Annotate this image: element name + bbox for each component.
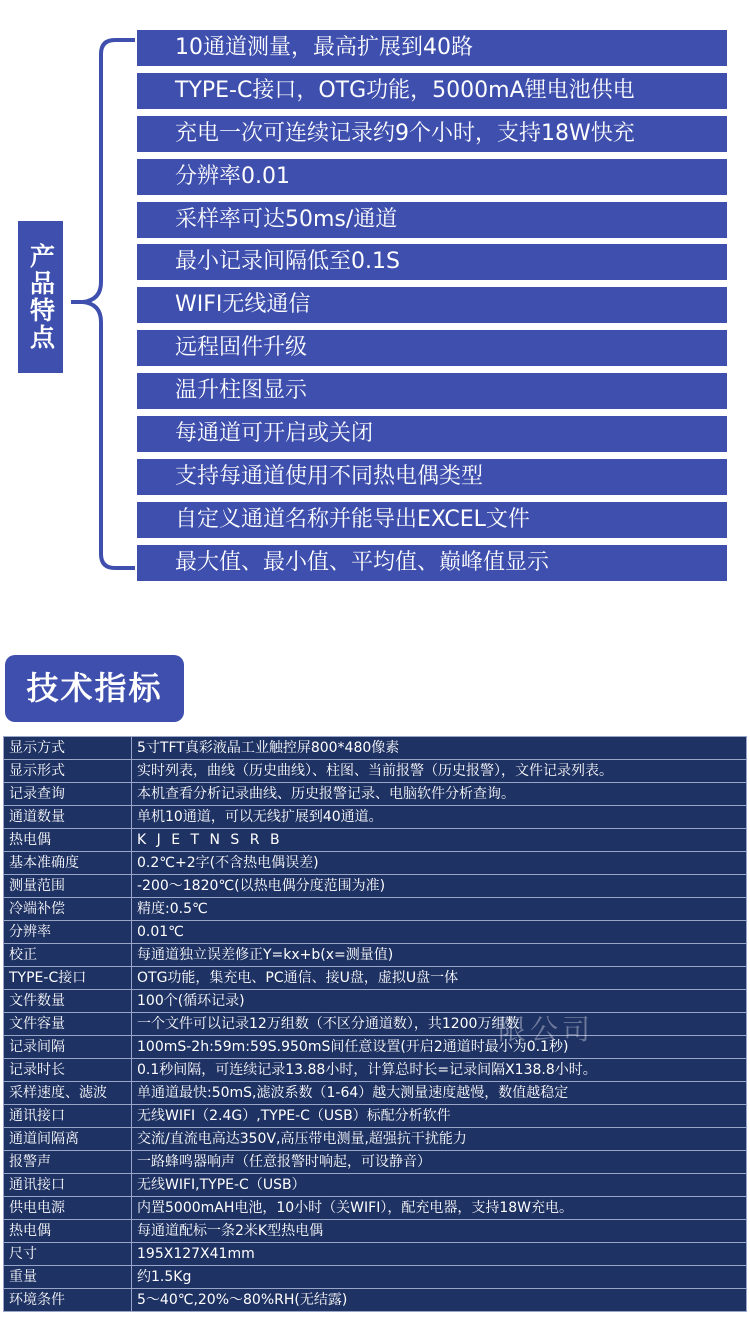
spec-value: OTG功能，集充电、PC通信、接U盘，虚拟U盘一体 [132,967,747,990]
table-row [4,1013,747,1036]
table-row [4,944,747,967]
feature-item: 采样率可达50ms/通道 [137,202,727,238]
table-row [4,760,747,783]
spec-value: 本机查看分析记录曲线、历史报警记录、电脑软件分析查询。 [132,783,747,806]
table-row [4,1220,747,1243]
feature-item: 每通道可开启或关闭 [137,416,727,452]
spec-value: 5～40℃,20%～80%RH(无结露) [132,1289,747,1312]
spec-key: 记录时长 [4,1059,132,1082]
spec-value: 交流/直流电高达350V,高压带电测量,超强抗干扰能力 [132,1128,747,1151]
spec-key: 采样速度、滤波 [4,1082,132,1105]
feature-item: TYPE-C接口，OTG功能，5000mA锂电池供电 [137,73,727,109]
spec-value: 一个文件可以记录12万组数（不区分通道数），共1200万组数 [132,1013,747,1036]
feature-item: 最小记录间隔低至0.1S [137,244,727,280]
spec-key: TYPE-C接口 [4,967,132,990]
spec-key: 通道数量 [4,806,132,829]
spec-key: 通讯接口 [4,1174,132,1197]
table-row [4,1036,747,1059]
spec-key: 文件数量 [4,990,132,1013]
spec-key: 显示形式 [4,760,132,783]
spec-value: 单机10通道，可以无线扩展到40通道。 [132,806,747,829]
spec-key: 测量范围 [4,875,132,898]
spec-section-title: 技术指标 [5,655,184,722]
spec-value: 0.01℃ [132,921,747,944]
table-row [4,967,747,990]
spec-value: 无线WIFI,TYPE-C（USB） [132,1174,747,1197]
spec-key: 记录查询 [4,783,132,806]
table-row [4,783,747,806]
spec-key: 校正 [4,944,132,967]
table-row [4,1128,747,1151]
spec-key: 文件容量 [4,1013,132,1036]
spec-value: 195X127X41mm [132,1243,747,1266]
feature-item: 远程固件升级 [137,330,727,366]
spec-value: 每通道独立误差修正Y=kx+b(x=测量值) [132,944,747,967]
table-row [4,1197,747,1220]
spec-value: 0.2℃+2字(不含热电偶误差) [132,852,747,875]
curly-brace-icon [63,34,143,574]
feature-item: 10通道测量，最高扩展到40路 [137,30,727,66]
table-row [4,806,747,829]
spec-value: 100mS-2h:59m:59S.950mS间任意设置(开启2通道时最小为0.1秒) [132,1036,747,1059]
feature-item: 自定义通道名称并能导出EXCEL文件 [137,502,727,538]
table-row [4,898,747,921]
product-features-section [0,0,750,600]
table-row [4,1266,747,1289]
spec-key: 供电电源 [4,1197,132,1220]
table-row [4,1174,747,1197]
product-features-label: 产品特点 [18,221,63,373]
spec-value: 100个(循环记录) [132,990,747,1013]
table-row [4,1243,747,1266]
table-row [4,1289,747,1312]
spec-key: 基本准确度 [4,852,132,875]
spec-key: 冷端补偿 [4,898,132,921]
spec-key: 报警声 [4,1151,132,1174]
table-row [4,1059,747,1082]
table-row [4,1105,747,1128]
table-row [4,737,747,760]
watermark: 限公司 [498,1013,595,1046]
feature-item: 温升柱图显示 [137,373,727,409]
spec-key: 热电偶 [4,1220,132,1243]
feature-item: 最大值、最小值、平均值、巅峰值显示 [137,545,727,581]
spec-key: 尺寸 [4,1243,132,1266]
feature-item: 支持每通道使用不同热电偶类型 [137,459,727,495]
feature-item: 充电一次可连续记录约9个小时，支持18W快充 [137,116,727,152]
table-row [4,875,747,898]
spec-value: 0.1秒间隔，可连续记录13.88小时，计算总时长=记录间隔X138.8小时。 [132,1059,747,1082]
spec-value: 内置5000mAH电池，10小时（关WIFI），配充电器，支持18W充电。 [132,1197,747,1220]
spec-key: 环境条件 [4,1289,132,1312]
table-row [4,1082,747,1105]
spec-key: 热电偶 [4,829,132,852]
spec-key: 显示方式 [4,737,132,760]
spec-value: K J E T N S R B [132,829,747,852]
spec-value: -200～1820℃(以热电偶分度范围为准) [132,875,747,898]
table-row [4,852,747,875]
table-row [4,1151,747,1174]
spec-key: 分辨率 [4,921,132,944]
table-row [4,921,747,944]
feature-item: WIFI无线通信 [137,287,727,323]
spec-key: 通道间隔离 [4,1128,132,1151]
table-row [4,990,747,1013]
feature-item: 分辨率0.01 [137,159,727,195]
spec-value: 每通道配标一条2米K型热电偶 [132,1220,747,1243]
spec-key: 记录间隔 [4,1036,132,1059]
spec-value: 5寸TFT真彩液晶工业触控屏800*480像素 [132,737,747,760]
spec-value: 约1.5Kg [132,1266,747,1289]
spec-value: 无线WIFI（2.4G）,TYPE-C（USB）标配分析软件 [132,1105,747,1128]
spec-value: 精度:0.5℃ [132,898,747,921]
table-row [4,829,747,852]
spec-key: 重量 [4,1266,132,1289]
spec-value: 单通道最快:50mS,滤波系数（1-64）越大测量速度越慢，数值越稳定 [132,1082,747,1105]
spec-value: 一路蜂鸣器响声（任意报警时响起，可设静音） [132,1151,747,1174]
spec-value: 实时列表，曲线（历史曲线）、柱图、当前报警（历史报警），文件记录列表。 [132,760,747,783]
spec-table [3,736,747,1312]
spec-key: 通讯接口 [4,1105,132,1128]
feature-list [137,30,727,588]
